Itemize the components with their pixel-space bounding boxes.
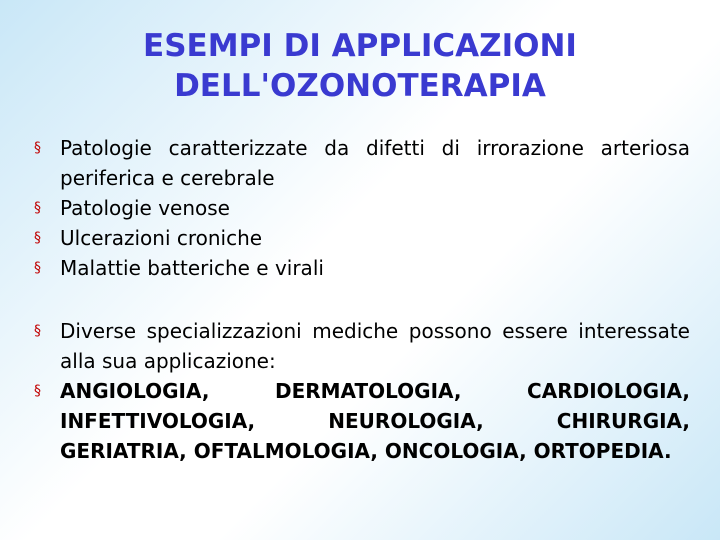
bullet-marker-icon: §	[34, 230, 41, 246]
bullet-item	[34, 316, 690, 376]
slide-title-line-1: ESEMPI DI APPLICAZIONI	[143, 28, 577, 64]
bullet-item	[34, 253, 690, 283]
bullet-text: Diverse specializzazioni mediche possono essere interessate alla sua applicazione:	[60, 319, 690, 373]
bullet-text-specialties: ANGIOLOGIA, DERMATOLOGIA, CARDIOLOGIA, INFETTIVOLOGIA, NEUROLOGIA, CHIRURGIA, GERIATRIA, OFTALMOLOGIA, ONCOLOGIA, ORTOPEDIA.	[60, 379, 690, 463]
bullet-marker-icon: §	[34, 200, 41, 216]
bullet-text: Malattie batteriche e virali	[60, 256, 324, 280]
bullet-text: Patologie venose	[60, 196, 230, 220]
bullet-text: Ulcerazioni croniche	[60, 226, 263, 250]
bullet-marker-icon: §	[34, 260, 41, 276]
bullet-list-specializations	[34, 316, 690, 466]
bullet-marker-icon: §	[34, 140, 41, 156]
bullet-item	[34, 376, 690, 466]
bullet-list-conditions	[34, 133, 690, 283]
slide-title-line-2: DELL'OZONOTERAPIA	[174, 68, 546, 104]
bullet-marker-icon: §	[34, 323, 41, 339]
bullet-text: Patologie caratterizzate da difetti di irrorazione arteriosa periferica e cerebrale	[60, 136, 690, 190]
bullet-marker-icon: §	[34, 383, 41, 399]
bullet-item	[34, 193, 690, 223]
bullet-item	[34, 223, 690, 253]
slide-title	[0, 26, 720, 106]
bullet-item	[34, 133, 690, 193]
